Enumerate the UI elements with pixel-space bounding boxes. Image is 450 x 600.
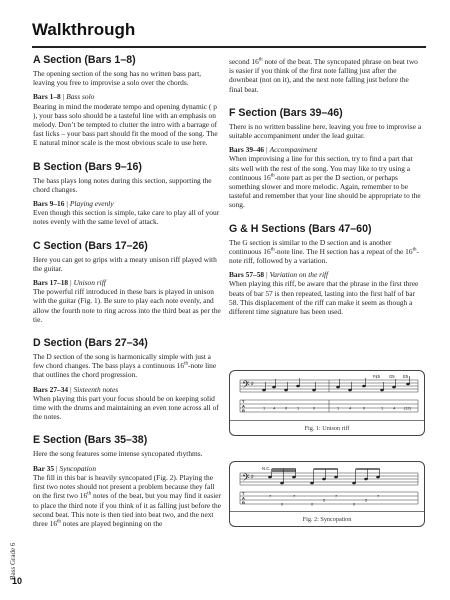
section-b-subheading: Bars 9–16 | Playing evenly xyxy=(33,199,114,209)
section-c-title: C Section (Bars 17–26) xyxy=(33,239,148,252)
tab-label: T xyxy=(242,491,245,496)
section-f-body: When improvising a line for this section, try to find a part that sits well with the rest of the song. You may like to try using a continuous 16th-note part as per the D section, or perhaps something slower and more melodic. Again, remember to be tasteful and remember that your line should be appropriate to the song. xyxy=(229,154,421,210)
section-d-title: D Section (Bars 27–34) xyxy=(33,337,148,350)
tab-number: 1 xyxy=(297,405,300,411)
section-a xyxy=(33,54,222,148)
bass-clef-icon: 𝄢 xyxy=(242,379,250,393)
subheading-bars: Bars 1–8 xyxy=(33,92,61,102)
subheading-title: Sixteenth notes xyxy=(73,384,119,394)
tab-number: 0 xyxy=(281,501,284,507)
chord-symbol: F♯5 xyxy=(373,374,380,379)
section-c-subheading: Bars 17–18 | Unison riff xyxy=(33,278,106,288)
figure-caption: Fig. 1: Unison riff xyxy=(304,425,350,432)
tab-number: 7 xyxy=(269,493,272,499)
notation-fig1 xyxy=(234,374,420,418)
subheading-bars: Bars 57–58 xyxy=(229,270,265,280)
subheading-title: Variation on the riff xyxy=(269,270,329,280)
section-gh xyxy=(229,223,424,317)
subheading-title: Playing evenly xyxy=(69,199,114,209)
subheading-bars: Bars 17–18 xyxy=(33,278,69,288)
tab-number: 5 xyxy=(365,497,368,503)
section-gh-intro: The G section is similar to the D section and is another continuous 16th-note line. The H section has a repeat of the 16th-note riff, followed by a variation. xyxy=(229,237,419,266)
figure-syncopation xyxy=(229,461,425,527)
key-signature-icon: ♯ xyxy=(251,474,254,480)
notation-fig2 xyxy=(234,465,420,509)
tab-number: 7 xyxy=(377,493,380,499)
subheading-bars: Bars 39–46 xyxy=(229,145,265,155)
section-f-title: F Section (Bars 39–46) xyxy=(229,106,343,119)
right-column xyxy=(229,54,424,329)
tab-number: 0 xyxy=(285,405,288,411)
subheading-title: Syncopation xyxy=(59,463,97,473)
section-f-subheading: Bars 39–46 | Accompaniment xyxy=(229,145,318,155)
section-c-body: The powerful riff introduced in these bars is played in unison with the guitar (Fig. 1). Be sure to play each note evenly, and allow the fourth note to ring across into the third beat as per the tie. xyxy=(33,287,221,324)
tab-label: A xyxy=(242,495,245,501)
tab-number: 1 xyxy=(263,405,266,411)
tab-number: 5 xyxy=(323,497,326,503)
chord-symbol: G5 xyxy=(389,374,395,379)
tab-number: 1 xyxy=(337,405,340,411)
book-grade-label: Bass Grade 6 xyxy=(9,542,17,580)
section-b-body: Even though this section is simple, take care to play all of your notes evenly with the same level of attack. xyxy=(33,208,220,227)
section-d-intro: The D section of the song is harmonically simple with just a few chord changes. The bass plays a continuous 16th-note line that outlines the chord progression. xyxy=(33,352,217,380)
section-e-title: E Section (Bars 35–38) xyxy=(33,434,148,447)
section-e-intro: Here the song features some intense syncopated rhythms. xyxy=(33,449,203,459)
tab-number: 4 xyxy=(349,405,352,411)
chord-symbol: N.C. xyxy=(262,466,271,471)
section-e-continued xyxy=(229,57,424,94)
page-number: 10 xyxy=(12,576,23,586)
left-column xyxy=(33,54,222,541)
tab-number: 0 xyxy=(311,501,314,507)
section-b-intro: The bass plays long notes during this section, supporting the chord changes. xyxy=(33,175,212,194)
tab-number: 7 xyxy=(335,493,338,499)
title-divider xyxy=(32,46,426,48)
caption-divider xyxy=(230,511,424,512)
tab-number: 7 xyxy=(293,493,296,499)
tab-label: T xyxy=(242,399,245,404)
figure-unison-riff xyxy=(229,370,425,436)
key-signature-icon: ♯ xyxy=(251,381,254,387)
subheading-title: Unison riff xyxy=(73,278,106,288)
subheading-title: Accompaniment xyxy=(269,145,318,155)
section-a-intro: The opening section of the song has no written bass part, leaving you free to improvise a solo over the chords. xyxy=(33,69,202,88)
section-a-title: A Section (Bars 1–8) xyxy=(33,54,136,66)
tab-label: B xyxy=(242,408,245,413)
tab-label: B xyxy=(242,500,245,505)
page-title: Walkthrough xyxy=(32,20,136,39)
subheading-bars: Bars 27–34 xyxy=(33,384,69,394)
section-a-subheading: Bars 1–8 | Bass solo xyxy=(33,92,95,102)
subheading-bars: Bar 35 xyxy=(33,463,55,473)
section-a-body: Bearing in mind the moderate tempo and opening dynamic ( p ), your bass solo should be a tasteful line with an emphasis on melody. Don’t be tempted to clutter the intro with a barrage of fast licks – your bass part should fit the mood of the song. The E natural minor scale is the most obvious scale to use here. xyxy=(33,101,218,148)
section-d xyxy=(33,337,222,421)
section-b-title: B Section (Bars 9–16) xyxy=(33,160,142,173)
section-gh-body: When playing this riff, be aware that the phrase in the first three beats of bar 57 is then repeated, lasting into the first half of bar 58. This displacement of the riff can make it seem as though a different time signature has been used. xyxy=(229,279,419,317)
section-b xyxy=(33,161,222,227)
section-e-body: The fill in this bar is heavily syncopated (Fig. 2). Playing the first two notes should not present a problem because they fall on the first two 16th notes of the beat, but you may find it easier to place the third note if you think of it as falling just before the second beat. This note is then tied into beat two, and the next three 16th notes are played beginning on the xyxy=(33,472,222,528)
tab-number: 4 xyxy=(393,405,396,411)
section-gh-title: G & H Sections (Bars 47–60) xyxy=(229,222,372,235)
section-e-subheading: Bar 35 | Syncopation xyxy=(33,463,97,473)
tab-number: 0 xyxy=(313,405,316,411)
figure-caption: Fig. 2: Syncopation xyxy=(302,516,352,523)
section-gh-subheading: Bars 57–58 | Variation on the riff xyxy=(229,270,329,280)
tab-label: A xyxy=(242,403,245,409)
section-f xyxy=(229,107,424,210)
tab-number: 0 xyxy=(353,501,356,507)
section-d-subheading: Bars 27–34 | Sixteenth notes xyxy=(33,384,119,394)
section-f-intro: There is no written bassline here, leaving you free to improvise a suitable accompaniment under the lead guitar. xyxy=(229,121,422,141)
tab-number: 4 xyxy=(273,405,276,411)
subheading-title: Bass solo xyxy=(66,92,95,102)
section-c-intro: Here you can get to grips with a meaty unison riff played with the guitar. xyxy=(33,254,217,273)
chord-symbol: E5 xyxy=(403,374,409,379)
section-e xyxy=(33,434,222,528)
tab-number: 0 xyxy=(363,405,366,411)
section-d-body: When playing this part your focus should be on keeping solid time with the drums and maintaining an even tone across all of the notes. xyxy=(33,393,219,422)
caption-divider xyxy=(230,420,424,421)
tab-number: (12) xyxy=(404,405,412,411)
tab-number: 1 xyxy=(381,405,384,411)
section-c xyxy=(33,240,222,324)
bass-clef-icon: 𝄢 xyxy=(242,472,250,486)
section-e-body-continued: second 16th note of the beat. The syncopated phrase on beat two is easier if you think of the first note falling just after the downbeat (not on it), and the next note falling just before the final beat. xyxy=(229,57,418,94)
subheading-bars: Bars 9–16 xyxy=(33,199,65,209)
